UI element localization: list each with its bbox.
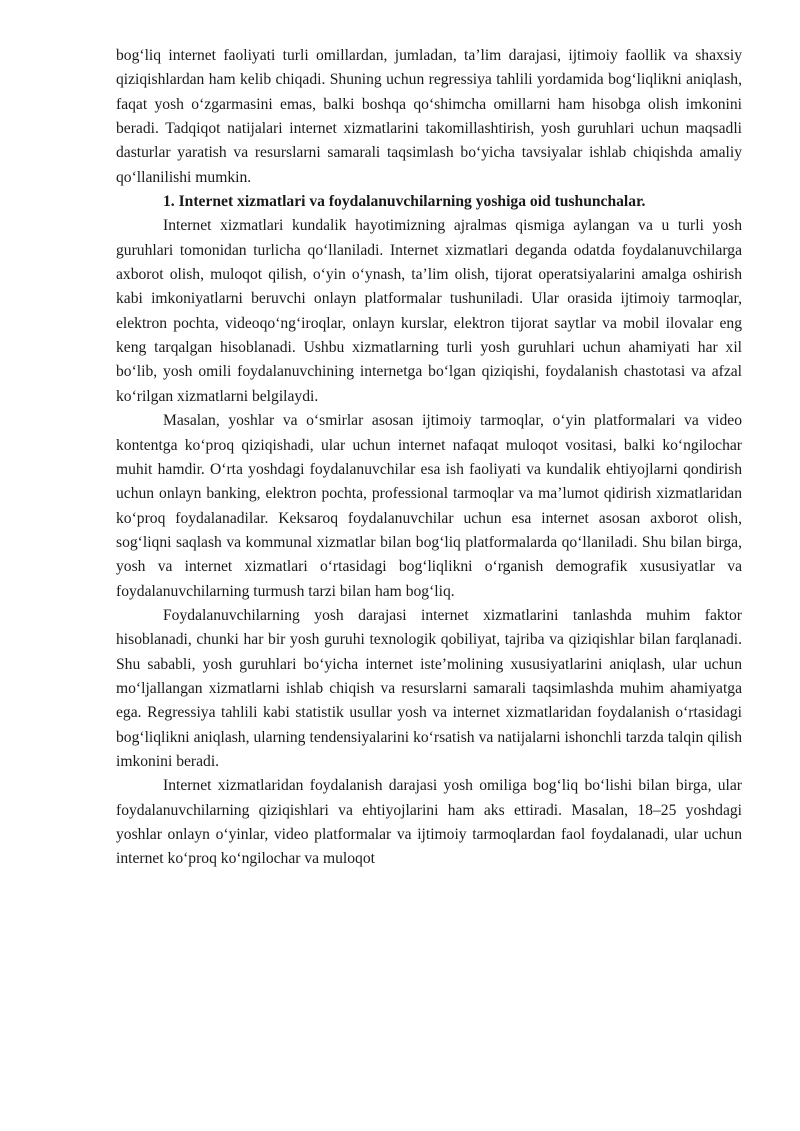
paragraph: Internet xizmatlaridan foydalanish darajasi yosh omiliga bog‘liq bo‘lishi bilan birga, ular foydalanuvchilarning qiziqishlari va ehtiyojlarini ham aks ettiradi. Masalan, 18–25 yoshdagi yoshlar onlayn o‘yinlar, video platformalar va ijtimoiy tarmoqlardan faol foydalanadi, ular uchun internet ko‘proq ko‘ngilochar va muloqot [116,777,742,868]
paragraph: Internet xizmatlari kundalik hayotimizning ajralmas qismiga aylangan va u turli yosh guruhlari tomonidan turlicha qo‘llaniladi. Internet xizmatlari deganda odatda foydalanuvchilarga axborot olish, muloqot qilish, o‘yin o‘ynash, ta’lim olish, tijorat operatsiyalarini amalga oshirish kabi imkoniyatlarni beruvchi onlayn platformalar tushuniladi. Ular orasida ijtimoiy tarmoqlar, elektron pochta, videoqo‘ng‘iroqlar, onlayn kurslar, elektron tijorat saytlar va mobil ilovalar eng keng tarqalgan hisoblanadi. Ushbu xizmatlarning turli yosh guruhlari uchun ahamiyati har xil bo‘lib, yosh omili foydalanuvchining internetga bo‘lgan qiziqishi, foydalanish chastotasi va afzal ko‘rilgan xizmatlarni belgilaydi. [116,217,742,405]
document-page [116,44,742,872]
section-heading: 1. Internet xizmatlari va foydalanuvchilarning yoshiga oid tushunchalar. [163,193,646,211]
paragraph: Foydalanuvchilarning yosh darajasi internet xizmatlarini tanlashda muhim faktor hisoblanadi, chunki har bir yosh guruhi texnologik qobiliyat, tajriba va qiziqishlar bilan farqlanadi. Shu sababli, yosh guruhlari bo‘yicha internet iste’molining xususiyatlarini aniqlash, ular uchun mo‘ljallangan xizmatlarni ishlab chiqish va resurslarni samarali taqsimlashda muhim ahamiyatga ega. Regressiya tahlili kabi statistik usullar yosh va internet xizmatlaridan foydalanish o‘rtasidagi bog‘liqlikni aniqlash, ularning tendensiyalarini ko‘rsatish va natijalarni ishonchli tarzda talqin qilish imkonini beradi. [116,606,742,770]
paragraph: Masalan, yoshlar va o‘smirlar asosan ijtimoiy tarmoqlar, o‘yin platformalari va video kontentga ko‘proq qiziqishadi, ular uchun internet nafaqat muloqot vositasi, balki ko‘ngilochar muhit hamdir. O‘rta yoshdagi foydalanuvchilar esa ish faoliyati va kundalik ehtiyojlarni qondirish uchun onlayn banking, elektron pochta, professional tarmoqlar va ma’lumot qidirish xizmatlaridan ko‘proq foydalanadilar. Keksaroq foydalanuvchilar uchun esa internet asosan axborot olish, sog‘liqni saqlash va kommunal xizmatlar bilan bog‘liq platformalarda qo‘llaniladi. Shu bilan birga, yosh va internet xizmatlari o‘rtasidagi bog‘liqlikni o‘rganish demografik xususiyatlar va foydalanuvchilarning turmush tarzi bilan ham bog‘liq. [116,412,742,600]
paragraph-continuation: bog‘liq internet faoliyati turli omillardan, jumladan, ta’lim darajasi, ijtimoiy faollik va shaxsiy qiziqishlardan ham kelib chiqadi. Shuning uchun regressiya tahlili yordamida bog‘liqlikni aniqlash, faqat yosh o‘zgarmasini emas, balki boshqa qo‘shimcha omillarni ham hisobga olish imkonini beradi. Tadqiqot natijalari internet xizmatlarini takomillashtirish, yosh guruhlari uchun maqsadli dasturlar yaratish va resurslarni samarali taqsimlash bo‘yicha tavsiyalar ishlab chiqishda amaliy qo‘llanilishi mumkin. [116,47,742,186]
